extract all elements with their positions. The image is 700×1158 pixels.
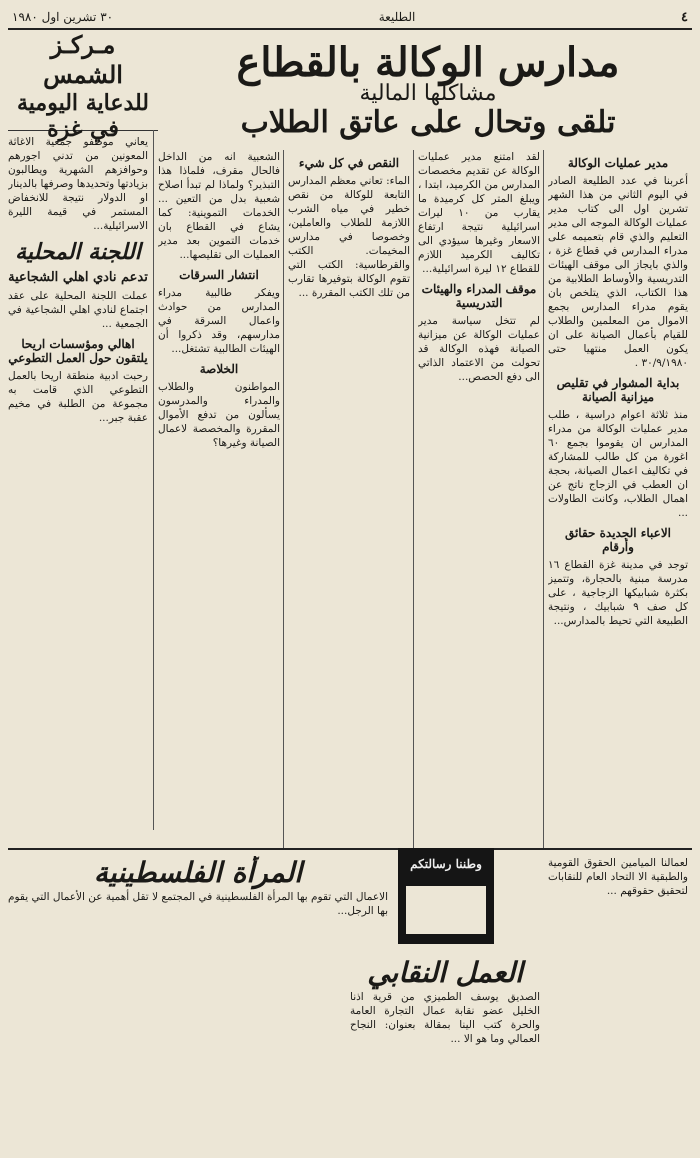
article-column-5 (8, 135, 148, 845)
column-3-subtitle: النقص في كل شيء (298, 156, 400, 170)
headline-line-1: مدارس الوكالة بالقطاع (236, 39, 620, 86)
women-title: المرأة الفلسطينية (93, 856, 303, 889)
labor-text: الصديق يوسف الطميزي من قرية اذنا الخليل عضو نقابة عمال التجارة العامة والحرة كتب الينا بمقالة بعنوان: النجاح العمالي وما هو الا ... (350, 991, 540, 1045)
column-divider (153, 130, 154, 830)
ad-box-shams-center (8, 30, 158, 142)
column-5-heading: اللجنة المحلية (15, 239, 141, 265)
column-4-text: الشعبية انه من الداخل فالحال مقرف، فلماذا هذا التبذير؟ ولماذا لم تبدأ اصلاح شعبية بدل من التعين ... الخدمات التموينية: كما يشاع في القطاع بان خدمات التموين بعد مدير العمليات الى تقليصها... (158, 151, 280, 261)
poster-image (398, 848, 494, 944)
column-1-subtitle: مدير عمليات الوكالة (567, 156, 669, 170)
column-4-text-2: ويفكر طالبية مدراء المدارس من حوادث واعمال السرقة في مدارسهم، وقد ذكروا أن الهيئات الطالبية تشتغل... (158, 287, 280, 355)
column-5-text-3: رحبت ادبية منطقة اريحا بالعمل التطوعي الذي قامت به مجموعة من الطلبة في مخيم عقبة جبر... (8, 370, 148, 424)
column-5-text: يعاني موظفو جمعية الاغاثة المعونين من تدني اجورهم وحوافزهم الشهرية ويطالبون بزيادتها وتحديدها وصرفها بالدينار او الدولار نتيجة للانخفاض المستمر في قيمة الليرة الاسرائيلية... (8, 136, 148, 232)
section-divider (8, 848, 692, 850)
column-3-text: الماء: تعاني معظم المدارس التابعة للوكالة من نقص خطير في مياه الشرب اللازمة للطلاب والعاملين، وخصوصا في مدارس المخيمات. الكتب والقرطاسية: الكتب التي تقوم الوكالة بتوفيرها تقارب من تلك الكتب المقررة ... (288, 175, 410, 299)
article-column-4 (158, 150, 280, 845)
column-2-subtitle: موقف المدراء والهيئات التدريسية (421, 282, 537, 310)
paper-name: الطليعة (378, 10, 416, 24)
column-4-subtitle: انتشار السرقات (179, 268, 259, 282)
column-4-subtitle-2: الخلاصة (199, 362, 239, 376)
bottom-article-3 (548, 856, 688, 1151)
poster-caption: وطننا رسالتكم (410, 857, 482, 871)
column-1-text-3: توجد في مدينة غزة القطاع ١٦ مدرسة مبنية بالحجارة، وتتميز بكثرة شبابيكها الزجاجية ، على كل صف ٩ شبابيك ، ونتيجة الطبيعة التي تحيط بالمدارس... (548, 559, 688, 627)
column-divider (413, 150, 414, 850)
poster-inner-panel (406, 886, 486, 934)
headline-line-3: تلقى وتحال على عاتق الطلاب (240, 105, 616, 140)
women-text: الاعمال التي تقوم بها المرأة الفلسطينية في المجتمع لا تقل أهمية عن الأعمال التي يقوم بها الرجل... (8, 891, 388, 917)
column-divider (283, 150, 284, 850)
main-headline (168, 40, 688, 150)
column-divider (543, 150, 544, 850)
page-number: ٤ (681, 9, 688, 25)
column-2-text: لقد امتنع مدير عمليات الوكالة عن تقديم مخصصات المدارس من الكرميد، ابتدا ، ويبلغ المتر كل كرميدة ما يقارب من ١٠ ليرات اسرائيلية نتيجة ارتفاع الاسعار وغيرها سيؤدي الى تكاليف الكرميد اللازم للقطاع ١٢ ليرة اسرائيلية... (418, 151, 540, 275)
column-5-subtitle-2: اهالي ومؤسسات اريحا يلتقون حول العمل التطوعي (8, 337, 148, 365)
labor-title: العمل النقابي (367, 956, 523, 989)
ad-line-2: للدعاية اليومية في غزة (17, 90, 149, 142)
bottom-article-women (8, 856, 388, 1151)
column-1-text: أعربنا في عدد الطليعة الصادر في اليوم الثاني من هذا الشهر تشرين اول الى كتاب مدير عمليات الوكالة الموجه الى مدير التعليم والذي قام بتعميمه على مدراء المدارس في قطاع غزة ، والذي بايجاز الى موقف الهيئات التدريسية والأوساط الطلابية من هذا الكتاب، الذي يتلخص بان يقوم مدراء المدارس بجمع الاموال من المعلمين والطلاب للقيام بأعمال الصيانة على ان يكون العمل منتهيا حتى ٣٠/٩/١٩٨٠ . (548, 175, 688, 369)
headline-line-2: مشاكلها المالية (359, 81, 497, 106)
article-column-2 (418, 150, 540, 845)
column-2-text-2: لم تتخل سياسة مدير عمليات الوكالة عن ميزانية الصيانة فهذه الوكالة قد تحولت من الاعتماد الذاتي الى دفع الحصص... (418, 315, 540, 383)
bottom-article-3-text: لعمالنا الميامين الحقوق القومية والطبقية الا التحاد العام للنقابات لتحقيق حقوقهم ... (548, 857, 688, 897)
column-4-text-3: المواطنون والطلاب والمدراء والمدرسون يسألون من تدفع الأموال المقررة والمخصصة لاعمال الصيانة وغيرها؟ (158, 381, 280, 449)
article-column-3 (288, 150, 410, 845)
column-1-subtitle-3: الاعباء الجديدة حقائق وأرقام (564, 526, 672, 554)
page-header (8, 6, 692, 30)
ad-line-1: مـركـز الشمس (43, 30, 123, 89)
column-1-subtitle-2: بداية المشوار في تقليص ميزانية الصيانة (556, 376, 680, 404)
issue-date: ٣٠ تشرين اول ١٩٨٠ (12, 10, 114, 24)
column-1-text-2: منذ ثلاثة اعوام دراسية ، طلب مدير عمليات الوكالة من مدراء المدارس ان يقوموا بجمع ٦٠ اغورة من كل طالب للمشاركة في تكاليف اعمال الصيانة، بحجة ان العطب في الزجاج ناتج عن اهمال الطلاب، وكانت الطاولات ... (548, 409, 688, 519)
column-5-text-2: عملت اللجنة المحلية على عقد اجتماع لنادي اهلي الشجاعية في الجمعية ... (8, 290, 148, 330)
newspaper-page (8, 0, 692, 1158)
column-5-heading-b: تدعم نادي اهلي الشجاعية (8, 270, 148, 285)
article-column-1 (548, 150, 688, 845)
